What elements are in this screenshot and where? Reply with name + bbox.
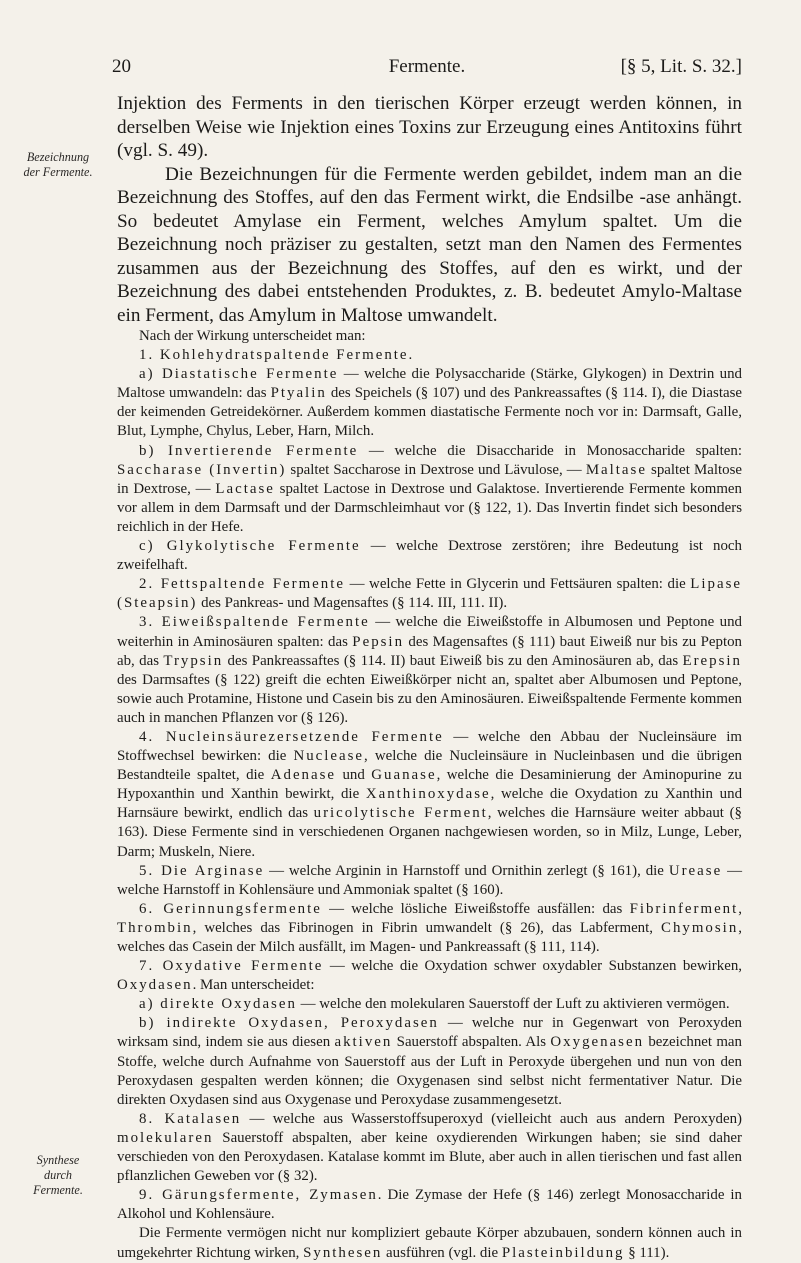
section-1c: c) Glykolytische Fermente — welche Dextrose zerstören; ihre Bedeutung ist noch zweifelhaft. (117, 538, 742, 574)
margin-note-line: Synthese (36, 1153, 80, 1167)
classification-intro: Nach der Wirkung unterscheidet man: (139, 328, 366, 344)
margin-note-line: der Fermente. (23, 165, 93, 179)
section-7b: b) indirekte Oxydasen, Peroxydasen — welche nur in Gegenwart von Peroxyden wirksam sind, indem sie aus diesen aktiven Sauerstoff abspalten. Als Oxygenasen bezeichnet man Stoffe, welche durch Aufnahme von Sauerstoff aus der Luft in Peroxyde übergehen und nun von den Peroxydasen gespalten werden können; die Oxygenasen sind selbst nicht fermentativer Natur. Die direkten Oxydasen sind aus Oxygenase und Peroxydase zusammengesetzt. (117, 1015, 743, 1108)
section-8: 8. Katalasen — welche aus Wasserstoffsuperoxyd (vielleicht auch aus andern Peroxyden) molekularen Sauerstoff abspalten, aber keine oxydierenden Wirkungen haben; sie sind daher verschieden von den Peroxydasen. Katalase kommt im Blute, aber auch in allen tierischen und fast allen pflanzlichen Geweben vor (§ 32). (117, 1110, 742, 1185)
running-title: Fermente. (388, 56, 466, 77)
margin-note-synthese (8, 1153, 108, 1198)
margin-note-line: durch (44, 1168, 72, 1182)
intro-paragraph: Injektion des Ferments in den tierischen Körper erzeugt werden können, in derselben Weise wie Injektion eines Toxins zur Erzeugung eines Antitoxins führt (vgl. S. 49). (117, 93, 742, 161)
section-1a: a) Diastatische Fermente — welche die Polysaccharide (Stärke, Glykogen) in Dextrin und Maltose umwandeln: das Ptyalin des Speichels (§ 107) und des Pankreassaftes (§ 114. I), die Diastase der keimenden Getreidekörner. Außerdem kommen diastatische Fermente noch vor in: Darmsaft, Galle, Blut, Lymphe, Chylus, Leber, Harn, Milch. (117, 366, 742, 440)
margin-note-line: Fermente. (33, 1183, 83, 1197)
section-7a: a) direkte Oxydasen — welche den molekularen Sauerstoff der Luft zu aktivieren vermögen. (139, 996, 730, 1013)
section-1-heading: 1. Kohlehydratspaltende Fermente. (139, 347, 415, 364)
synthesis-paragraph: Die Fermente vermögen nicht nur kompliziert gebaute Körper abzubauen, sondern können auch in umgekehrter Richtung wirken, Synthesen ausführen (vgl. die Plasteinbildung § 111). (117, 1225, 742, 1261)
section-9: 9. Gärungsfermente, Zymasen. Die Zymase der Hefe (§ 146) zerlegt Monosaccharide in Alkohol und Kohlensäure. (117, 1187, 743, 1223)
section-reference: [§ 5, Lit. S. 32.] (620, 56, 742, 77)
section-5: 5. Die Arginase — welche Arginin in Harnstoff und Ornithin zerlegt (§ 161), die Urease — welche Harnstoff in Kohlensäure und Ammoniak spaltet (§ 160). (117, 862, 743, 898)
section-7: 7. Oxydative Fermente — welche die Oxydation schwer oxydabler Substanzen bewirken, Oxydasen. Man unterscheidet: (117, 958, 742, 994)
page-number: 20 (112, 56, 131, 77)
naming-paragraph: Die Bezeichnungen für die Fermente werden gebildet, indem man an die Bezeichnung des Stoffes, auf den das Ferment wirkt, die Endsilbe -ase anhängt. So bedeutet Amylase ein Ferment, welches Amylum spaltet. Um die Bezeichnung noch präziser zu gestalten, setzt man den Namen des Fermentes zusammen aus der Bezeichnung des Stoffes, auf den es wirkt, und der Bezeichnung des dabei entstehenden Produktes, z. B. bedeutet Amylo-Maltase ein Ferment, das Amylum in Maltose umwandelt. (117, 163, 742, 326)
main-text (117, 92, 742, 1263)
section-2: 2. Fettspaltende Fermente — welche Fette in Glycerin und Fettsäuren spalten: die Lipase (Steapsin) des Pankreas- und Magensaftes (§ 114. III, 111. II). (117, 576, 742, 612)
section-4: 4. Nucleinsäurezersetzende Fermente — welche den Abbau der Nucleinsäure im Stoffwechsel bewirken: die Nuclease, welche die Nucleinsäure in Nucleinbasen und die übrigen Bestandteile spaltet, die Adenase und Guanase, welche die Desaminierung der Aminopurine zu Hypoxanthin und Xanthin bewirkt, die Xanthinoxydase, welche die Oxydation zu Xanthin und Harnsäure bewirkt, endlich das uricolytische Ferment, welches die Harnsäure weiter abbaut (§ 163). Diese Fermente sind in verschiedenen Organen nachgewiesen worden, so in Milz, Lunge, Leber, Darm; Muskeln, Niere. (117, 728, 743, 860)
section-3: 3. Eiweißspaltende Fermente — welche die Eiweißstoffe in Albumosen und Peptone und weiterhin in Aminosäuren spalten: das Pepsin des Magensaftes (§ 111) baut Eiweiß nur bis zu Pepton ab, das Trypsin des Pankreassaftes (§ 114. II) baut Eiweiß bis zu den Aminosäuren ab, das Erepsin des Darmsaftes (§ 122) greift die echten Eiweißkörper nicht an, spaltet aber Albumosen und Peptone, sowie auch Protamine, Histone und Casein bis zu den Aminosäuren. Eiweißspaltende Fermente kommen auch in manchen Pflanzen vor (§ 126). (117, 614, 742, 726)
margin-note-line: Bezeichnung (26, 150, 90, 164)
running-header (112, 56, 742, 82)
margin-note-bezeichnung (8, 150, 108, 180)
section-1b: b) Invertierende Fermente — welche die Disaccharide in Monosaccharide spalten: Saccharase (Invertin) spaltet Saccharose in Dextrose und Lävulose, — Maltase spaltet Maltose in Dextrose, — Lactase spaltet Lactose in Dextrose und Galaktose. Invertierende Fermente kommen vor allem in dem Darmsaft und der Darmschleimhaut vor (§ 122, 1). Das Invertin findet sich besonders reichlich in der Hefe. (117, 442, 742, 535)
section-6: 6. Gerinnungsfermente — welche lösliche Eiweißstoffe ausfällen: das Fibrinferment, Thrombin, welches das Fibrinogen in Fibrin umwandelt (§ 26), das Labferment, Chymosin, welches das Casein der Milch ausfällt, im Magen- und Pankreassaft (§ 111, 114). (117, 900, 743, 955)
